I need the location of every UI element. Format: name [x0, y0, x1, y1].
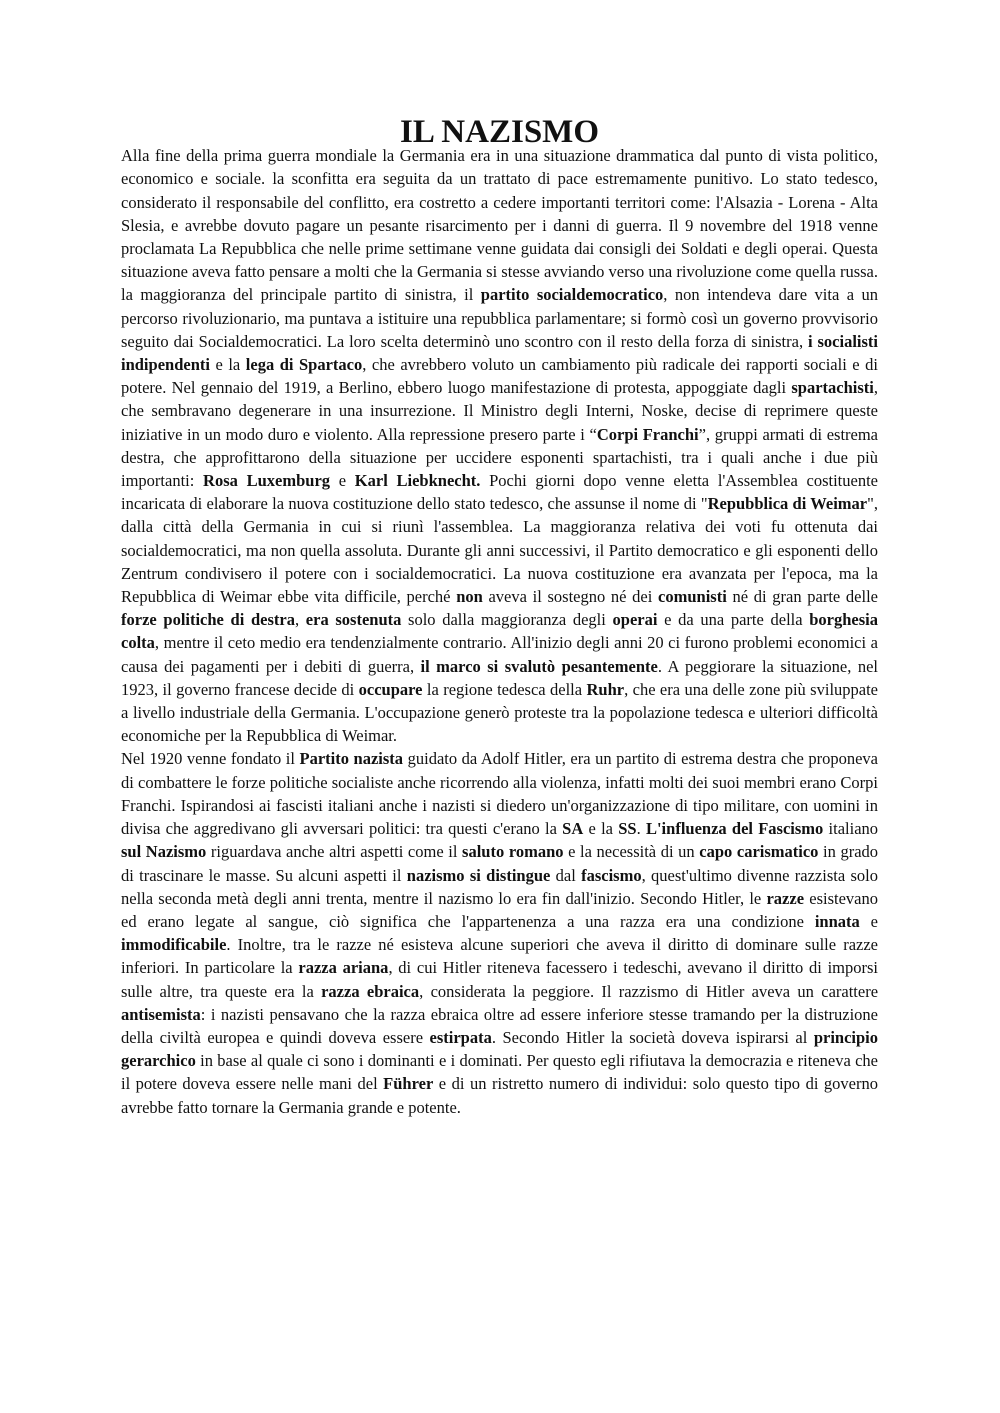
bold-term: comunisti — [658, 587, 727, 607]
text-run: italiano — [823, 819, 879, 839]
text-run: Alla fine della prima guerra mondiale la Germania era in una situazione drammatica dal punto di vista politico, economico e sociale. la sconfitta era seguita da un trattato di pace estremamente punitivo. Lo stato tedesco, considerato il responsabile del conflitto, era costretto a cedere importanti territori come: l'Alsazia - Lorena - Alta Slesia, e avrebbe dovuto pagare un pesante risarcimento per i danni di guerra. Il 9 novembre del 1918 venne proclamata La Repubblica che nelle prime settimane venne guidata dai consigli dei Soldati e degli operai. Questa situazione aveva fatto pensare a molti che la Germania si stesse avviando verso una rivoluzione come quella russa. la maggioranza del principale partito di sinistra, il — [121, 146, 878, 305]
bold-term: sul Nazismo — [121, 842, 207, 862]
text-run: , che sembravano degenerare in una insurrezione. Il Ministro degli Interni, Noske, decise di reprimere queste iniziative in un modo duro e violento. Alla repressione presero parte i “ — [121, 378, 878, 444]
bold-term: capo carismatico — [699, 842, 819, 862]
text-run: dal — [550, 865, 582, 885]
text-run: e la — [583, 819, 619, 839]
bold-term: borghesia colta — [121, 610, 879, 653]
bold-term: il marco si svalutò pesantemente — [420, 656, 658, 676]
text-run: e da una parte della — [657, 610, 810, 630]
bold-term: razze — [766, 888, 805, 908]
bold-term: lega di Spartaco — [245, 355, 363, 375]
bold-term: antisemista — [121, 1004, 201, 1024]
bold-term: Ruhr — [586, 679, 625, 699]
text-run: ”, gruppi armati di estrema destra, che approfittarono della situazione per uccidere esponenti spartachisti, tra i quali anche i due più importanti: — [121, 424, 879, 491]
document-title: IL NAZISMO — [400, 114, 599, 150]
text-run: e — [330, 471, 355, 491]
bold-term: spartachisti — [791, 378, 874, 398]
bold-term: forze politiche di destra — [121, 610, 295, 630]
text-run: e la — [209, 355, 246, 375]
text-run: , che era una delle zone più sviluppate a livello industriale della Germania. L'occupazione generò proteste tra la popolazione tedesca e ulteriori difficoltà economiche per la Repubblica di Weimar. — [121, 679, 879, 746]
bold-term: saluto romano — [462, 842, 564, 862]
bold-term: Karl Liebknecht. — [354, 471, 481, 491]
bold-term: Repubblica di Weimar — [707, 494, 868, 514]
text-run: , non intendeva dare vita a un percorso rivoluzionario, ma puntava a istituire una repubblica parlamentare; si formò così un governo provvisorio seguito dai Socialdemocratici. La loro scelta determinò uno scontro con il resto della forza di sinistra, — [121, 285, 879, 351]
bold-term: i socialisti indipendenti — [121, 331, 878, 375]
text-run: . — [636, 819, 646, 839]
bold-term: partito socialdemocratico — [480, 285, 664, 305]
text-run: , mentre il ceto medio era tendenzialmente contrario. All'inizio degli anni 20 ci furono problemi economici a causa dei pagamenti per i debiti di guerra, — [121, 633, 878, 676]
text-run: , considerata la peggiore. Il razzismo di Hitler aveva un carattere — [419, 981, 879, 1001]
text-run: aveva il sostegno né dei — [482, 587, 659, 607]
bold-term: SA — [562, 819, 584, 839]
bold-term: principio gerarchico — [121, 1027, 878, 1071]
text-run: solo dalla maggioranza degli — [401, 610, 613, 630]
paragraph — [121, 747, 878, 1118]
text-run: e — [859, 911, 878, 931]
text-run: riguardava anche altri aspetti come il — [206, 842, 463, 862]
text-run: : i nazisti pensavano che la razza ebraica oltre ad essere inferiore stesse tramando per la distruzione della civiltà europea e quindi doveva essere — [121, 1004, 878, 1047]
bold-term: razza ebraica — [321, 981, 420, 1001]
bold-term: era sostenuta — [305, 610, 402, 630]
bold-term: non — [456, 587, 483, 607]
bold-term: innata — [814, 911, 860, 931]
document-body — [121, 144, 878, 1119]
text-run: Nel 1920 venne fondato il — [121, 749, 300, 769]
text-run: ", dalla città della Germania in cui si riunì l'assemblea. La maggioranza relativa dei voti fu ottenuta dai socialdemocratici, ma non quella assoluta. Durante gli anni successivi, il Partito democratico e gli esponenti dello Zentrum condivisero il potere con i socialdemocratici. La nuova costituzione era avanzata per l'epoca, ma la Repubblica di Weimar ebbe vita difficile, perché — [121, 494, 878, 607]
text-run: né di gran parte delle — [726, 587, 878, 607]
text-run: , che avrebbero voluto un cambiamento più radicale dei rapporti sociali e di potere. Nel gennaio del 1919, a Berlino, ebbero luogo manifestazione di protesta, appoggiate dagli — [121, 355, 878, 398]
text-run: e di un ristretto numero di individui: solo questo tipo di governo avrebbe fatto tornare la Germania grande e potente. — [121, 1074, 878, 1117]
paragraph — [121, 144, 878, 747]
bold-term: SS — [618, 819, 637, 839]
text-run: , quest'ultimo divenne razzista solo nella seconda metà degli anni trenta, mentre il nazismo lo era fin dall'inizio. Secondo Hitler, le — [121, 865, 878, 908]
text-run: , — [294, 610, 306, 630]
text-run: . Secondo Hitler la società doveva ispirarsi al — [491, 1027, 814, 1047]
bold-term: nazismo si distingue — [406, 865, 551, 885]
bold-term: razza ariana — [298, 958, 389, 978]
text-run: . Inoltre, tra le razze né esisteva alcune superiori che aveva il diritto di dominare sulle razze inferiori. In particolare la — [121, 935, 878, 978]
bold-term: fascismo — [581, 865, 642, 885]
document-page — [121, 114, 879, 1119]
bold-term: L'influenza del Fascismo — [645, 819, 824, 839]
text-run: in grado di trascinare le masse. Su alcuni aspetti il — [121, 842, 879, 885]
text-run: . A peggiorare la situazione, nel 1923, il governo francese decide di — [121, 656, 878, 699]
text-run: esistevano ed erano legate al sangue, ciò significa che l'appartenenza a una razza era una condizione — [121, 888, 878, 931]
bold-term: occupare — [358, 679, 423, 699]
text-run: guidato da Adolf Hitler, era un partito di estrema destra che proponeva di combattere le forze politiche socialiste anche ricorrendo alla violenza, infatti molti dei suoi membri erano Corpi Franchi. Ispirandosi ai fascisti italiani anche i nazisti si diedero un'organizzazione di tipo militare, con uomini in divisa che aggredivano gli avversari politici: tra questi c'erano la — [121, 749, 879, 839]
text-run: Pochi giorni dopo venne eletta l'Assemblea costituente incaricata di elaborare la nuova costituzione dello stato tedesco, che assunse il nome di " — [121, 471, 878, 514]
bold-term: Führer — [383, 1074, 434, 1094]
text-run: , di cui Hitler riteneva facessero i tedeschi, avevano il diritto di imporsi sulle altre, tra queste era la — [121, 958, 879, 1001]
text-run: in base al quale ci sono i dominanti e i dominati. Per questo egli rifiutava la democrazia e riteneva che il potere doveva essere nelle mani del — [121, 1051, 878, 1094]
bold-term: operai — [612, 610, 658, 630]
bold-term: Corpi Franchi — [596, 424, 699, 444]
bold-term: immodificabile — [121, 935, 227, 955]
text-run: la regione tedesca della — [422, 679, 587, 699]
bold-term: Rosa Luxemburg — [203, 471, 331, 491]
bold-term: estirpata — [429, 1027, 492, 1047]
bold-term: Partito nazista — [299, 749, 404, 769]
text-run: e la necessità di un — [563, 842, 700, 862]
